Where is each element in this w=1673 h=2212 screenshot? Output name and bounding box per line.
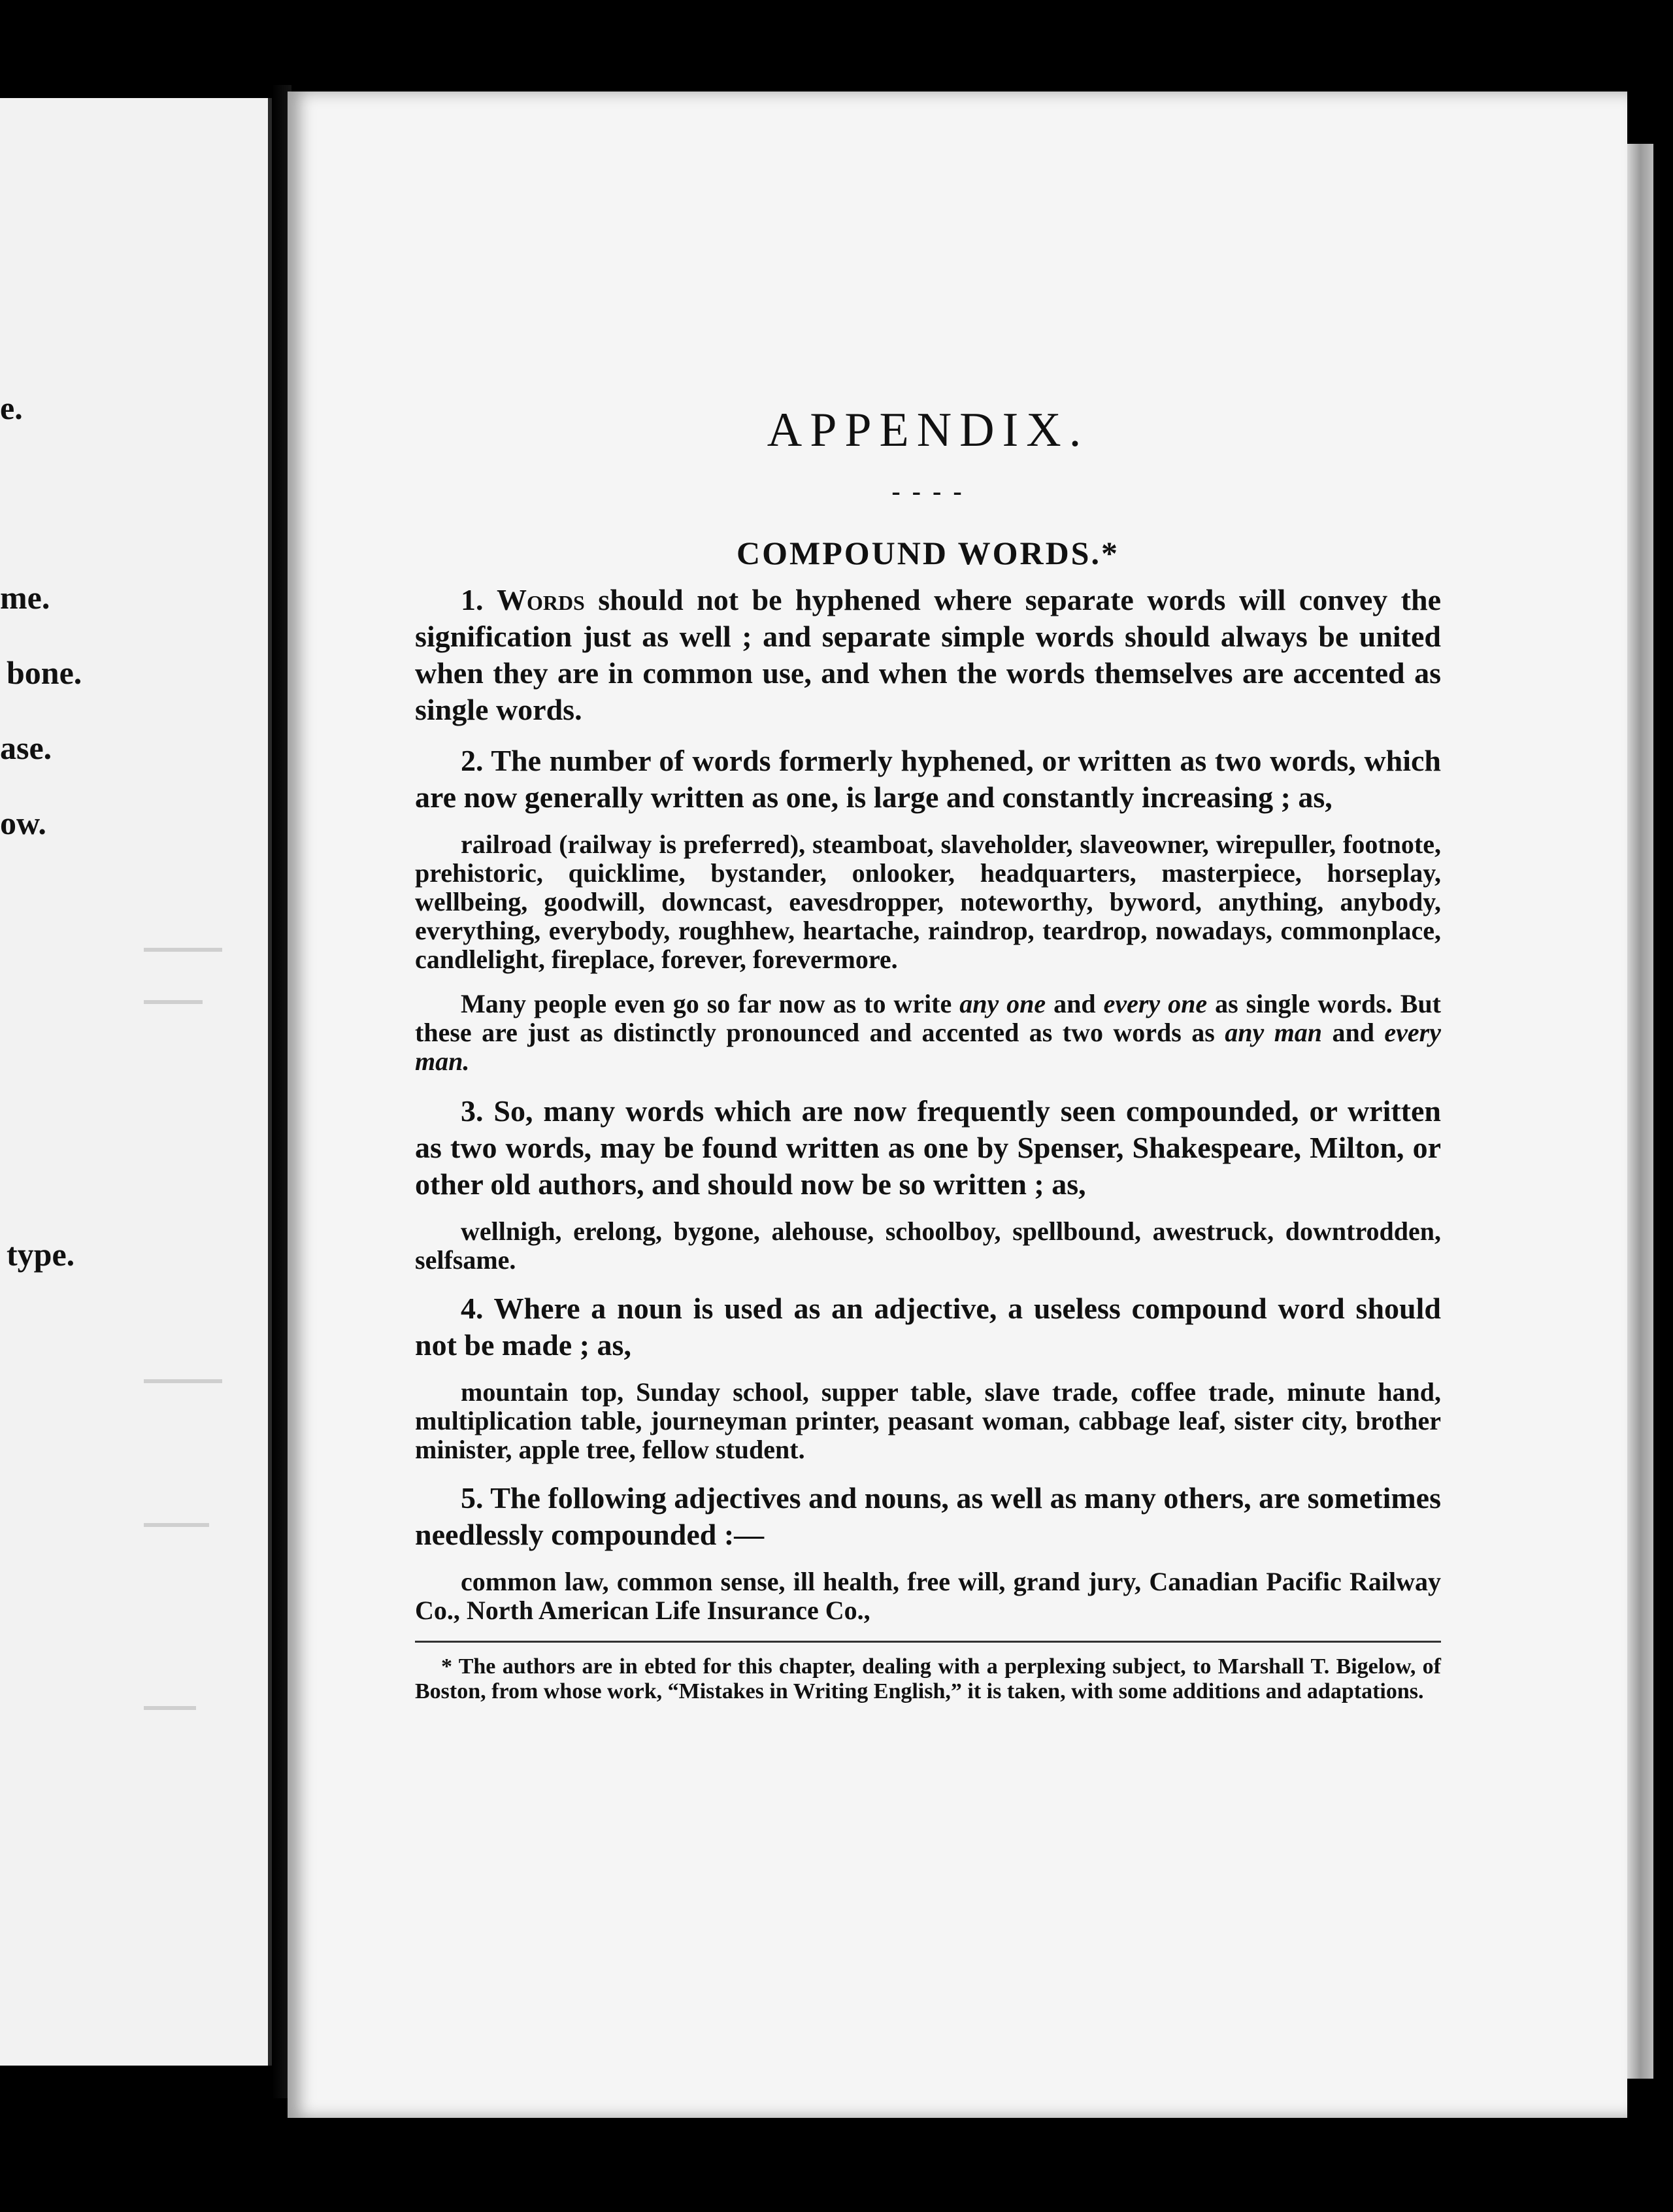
page-content [415,403,1442,1704]
paragraph-5: 5. The following adjectives and nouns, as well as many others, are sometimes needlessly compounded :— [415,1481,1441,1551]
lead-word: Words [496,583,585,616]
note-italic: every man. [415,1018,1442,1076]
note-paragraph [415,990,1441,1076]
note-italic: any one [959,989,1046,1018]
paragraph-4: 4. Where a noun is used as an adjective, a useless compound word should not be made ; as, [415,1292,1441,1362]
left-fragment: bone. [7,654,82,691]
paragraph-number: 1. [461,583,497,616]
note-text: and [1046,989,1104,1018]
note-text: and [1322,1018,1385,1047]
note-italic: every one [1103,989,1208,1018]
paragraph-2: 2. The number of words formerly hyphened, or written as two words, which are now generally written as one, is large and constantly increasing ; as, [415,744,1441,814]
left-fragment: me. [0,579,50,616]
main-page [288,92,1627,2118]
bleed-through-mark [144,948,222,952]
left-fragment: type. [7,1236,75,1273]
word-list-3: wellnigh, erelong, bygone, alehouse, schoolboy, spellbound, awestruck, downtrodden, selfsame. [415,1216,1441,1275]
paragraph-1 [415,582,1441,728]
note-italic: any man [1225,1018,1323,1047]
left-facing-page [0,98,272,2066]
word-list-2: railroad (railway is preferred), steamboat, slaveholder, slaveowner, wirepuller, footnote, prehistoric, quicklime, bystander, onlooker, headquarters, masterpiece, horseplay, wellbeing, goodwill, downcast, eavesdropper, noteworthy, byword, anything, anybody, everything, everybody, roughhew, heartache, raindrop, teardrop, nowadays, commonplace, candlelight, fireplace, forever, forevermore. [415,830,1441,974]
page-title: APPENDIX. [767,403,1089,457]
bleed-through-mark [144,1000,203,1004]
note-text: Many people even go so far now as to write [461,989,960,1018]
bleed-through-mark [144,1379,222,1383]
bleed-through-mark [144,1523,209,1527]
page-edge [1627,144,1653,2079]
footnote: * The authors are in ebted for this chapter, dealing with a perplexing subject, to Marshall T. Bigelow, of Boston, from whose work, “Mistakes in Writing English,” it is taken, with some additions and adaptations. [415,1654,1441,1703]
note-text: as single words. But these are just as distinctly pronounced and accented as two words as [415,989,1442,1047]
left-fragment: e. [0,390,23,426]
bleed-through-mark [144,1706,196,1710]
left-fragment: ow. [0,805,46,841]
footnote-divider [415,1641,1441,1643]
word-list-4: mountain top, Sunday school, supper table, slave trade, coffee trade, minute hand, multiplication table, journeyman printer, peasant woman, cabbage leaf, sister city, brother minister, apple tree, fellow student. [415,1377,1441,1464]
section-heading: COMPOUND WORDS.* [737,535,1119,571]
paragraph-3: 3. So, many words which are now frequently seen compounded, or written as two words, may be found written as one by Spenser, Shakespeare, Milton, or other old authors, and should now be so written ; as, [415,1094,1441,1201]
title-divider: - - - - [891,477,965,506]
word-list-5: common law, common sense, ill health, free will, grand jury, Canadian Pacific Railway Co., North American Life Insurance Co., [415,1567,1441,1625]
left-fragment: ase. [0,729,52,766]
paragraph-text: should not be hyphened where separate words will convey the signification just as well ; and separate simple words should always be united when they are in common use, and when the words themselves are accented as single words. [415,583,1441,726]
